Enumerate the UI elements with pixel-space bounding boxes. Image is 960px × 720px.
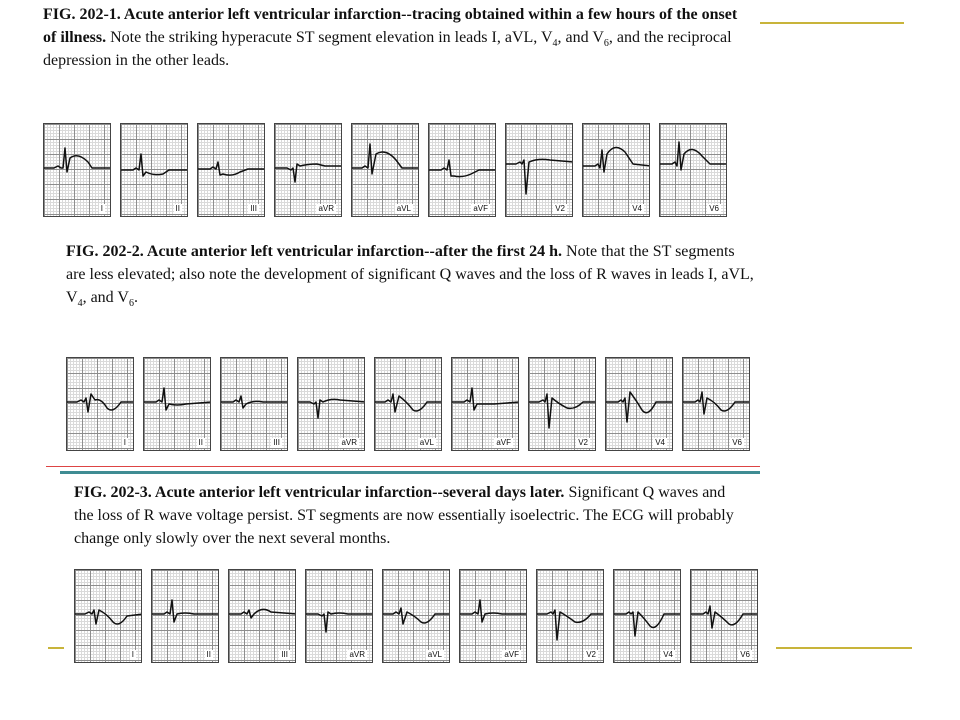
lead-label: I bbox=[123, 438, 126, 447]
figure-2-sub-b: 6 bbox=[128, 298, 134, 309]
ecg-panel-avr bbox=[305, 569, 373, 663]
ecg-waveform bbox=[152, 600, 219, 622]
ecg-waveform bbox=[583, 147, 650, 172]
figure-1-sub-b: 6 bbox=[603, 38, 609, 49]
figure-1-text-b: , and V bbox=[557, 29, 604, 46]
ecg-panel-v2 bbox=[505, 123, 573, 217]
ecg-waveform bbox=[298, 399, 365, 418]
ecg-panel-avf bbox=[459, 569, 527, 663]
figure-1-sub-a: 4 bbox=[552, 38, 558, 49]
ecg-waveform bbox=[429, 160, 496, 177]
ecg-strip-2 bbox=[66, 357, 759, 451]
figure-2-text-a: Note that the ST segments are less elevated; also note the development of significant Q waves and the loss of R waves in leads I, aVL, V bbox=[66, 243, 754, 306]
lead-label: V6 bbox=[709, 204, 719, 213]
lead-label: V2 bbox=[555, 204, 565, 213]
ecg-panel-v4 bbox=[605, 357, 673, 451]
ecg-panel-avr bbox=[297, 357, 365, 451]
lead-label: V6 bbox=[740, 650, 750, 659]
ecg-panel-v6 bbox=[690, 569, 758, 663]
figure-3-title: Acute anterior left ventricular infarction--several days later. bbox=[151, 484, 565, 501]
ecg-waveform bbox=[606, 392, 673, 422]
ecg-panel-iii bbox=[220, 357, 288, 451]
ecg-panel-avl bbox=[374, 357, 442, 451]
ecg-panel-i bbox=[66, 357, 134, 451]
ecg-panel-ii bbox=[151, 569, 219, 663]
lead-label: III bbox=[281, 650, 288, 659]
ecg-panel-avf bbox=[428, 123, 496, 217]
ecg-panel-i bbox=[43, 123, 111, 217]
ecg-waveform bbox=[529, 394, 596, 428]
ecg-panel-ii bbox=[120, 123, 188, 217]
decorative-line-top-right bbox=[760, 22, 904, 24]
lead-label: II bbox=[175, 204, 180, 213]
lead-label: V2 bbox=[586, 650, 596, 659]
ecg-panel-i bbox=[74, 569, 142, 663]
ecg-waveform bbox=[75, 610, 142, 624]
figure-1-text-c: , and the reciprocal depression in the other leads. bbox=[43, 29, 732, 69]
lead-label: aVL bbox=[427, 650, 442, 659]
figure-2-number: FIG. 202-2. bbox=[66, 243, 144, 260]
ecg-waveform bbox=[44, 148, 111, 172]
ecg-panel-v4 bbox=[613, 569, 681, 663]
ecg-panel-avl bbox=[382, 569, 450, 663]
ecg-waveform bbox=[452, 388, 519, 410]
lead-label: V2 bbox=[578, 438, 588, 447]
figure-2-text-c: . bbox=[133, 289, 138, 306]
lead-label: III bbox=[273, 438, 280, 447]
lead-label: aVR bbox=[341, 438, 357, 447]
ecg-strip-3 bbox=[74, 569, 767, 663]
ecg-panel-v6 bbox=[682, 357, 750, 451]
ecg-waveform bbox=[275, 164, 342, 182]
ecg-waveform bbox=[221, 396, 288, 408]
figure-2-title: Acute anterior left ventricular infarction--after the first 24 h. bbox=[143, 243, 563, 260]
ecg-panel-ii bbox=[143, 357, 211, 451]
ecg-panel-iii bbox=[228, 569, 296, 663]
ecg-panel-v2 bbox=[536, 569, 604, 663]
figure-3-number: FIG. 202-3. bbox=[74, 484, 152, 501]
ecg-waveform bbox=[198, 162, 265, 175]
lead-label: V4 bbox=[655, 438, 665, 447]
lead-label: V6 bbox=[732, 438, 742, 447]
figure-2-text-b: , and V bbox=[82, 289, 129, 306]
lead-label: aVF bbox=[473, 204, 488, 213]
ecg-panel-avl bbox=[351, 123, 419, 217]
lead-label: II bbox=[198, 438, 203, 447]
ecg-waveform bbox=[460, 600, 527, 622]
ecg-waveform bbox=[614, 612, 681, 636]
ecg-waveform bbox=[121, 154, 188, 176]
ecg-waveform bbox=[67, 394, 134, 412]
ecg-waveform bbox=[660, 142, 727, 170]
lead-label: aVL bbox=[396, 204, 411, 213]
ecg-waveform bbox=[352, 144, 419, 174]
ecg-waveform bbox=[375, 394, 442, 412]
ecg-waveform bbox=[144, 388, 211, 410]
ecg-panel-v2 bbox=[528, 357, 596, 451]
lead-label: V4 bbox=[632, 204, 642, 213]
ecg-waveform bbox=[537, 610, 604, 640]
lead-label: I bbox=[131, 650, 134, 659]
ecg-strip-1 bbox=[43, 123, 736, 217]
figure-3-text-a: Significant Q waves and the loss of R wave voltage persist. ST segments are now essentially isoelectric. The ECG will probably change only slowly over the next several months. bbox=[74, 484, 734, 547]
lead-label: aVF bbox=[504, 650, 519, 659]
ecg-panel-avr bbox=[274, 123, 342, 217]
lead-label: aVL bbox=[419, 438, 434, 447]
ecg-panel-iii bbox=[197, 123, 265, 217]
figure-3-caption bbox=[74, 481, 746, 550]
figure-1-title: Acute anterior left ventricular infarction--tracing obtained within a few hours of the onset of illness. bbox=[43, 6, 738, 46]
figure-1-caption bbox=[43, 3, 743, 72]
ecg-waveform bbox=[683, 392, 750, 414]
figure-1-number: FIG. 202-1. bbox=[43, 6, 121, 23]
decorative-line-bottom-right bbox=[776, 647, 912, 649]
figure-2-sub-a: 4 bbox=[77, 298, 83, 309]
separator-teal-line bbox=[60, 471, 760, 474]
ecg-waveform bbox=[506, 159, 573, 194]
ecg-panel-avf bbox=[451, 357, 519, 451]
ecg-waveform bbox=[306, 612, 373, 632]
ecg-waveform bbox=[691, 606, 758, 628]
ecg-panel-v4 bbox=[582, 123, 650, 217]
ecg-panel-v6 bbox=[659, 123, 727, 217]
ecg-waveform bbox=[229, 609, 296, 618]
lead-label: I bbox=[100, 204, 103, 213]
figure-1-text-a: Note the striking hyperacute ST segment elevation in leads I, aVL, V bbox=[106, 29, 553, 46]
separator-red-line bbox=[46, 466, 760, 467]
lead-label: aVR bbox=[349, 650, 365, 659]
lead-label: III bbox=[250, 204, 257, 213]
ecg-waveform bbox=[383, 608, 450, 624]
lead-label: V4 bbox=[663, 650, 673, 659]
decorative-line-bottom-left bbox=[48, 647, 64, 649]
figure-2-caption bbox=[66, 240, 756, 309]
lead-label: II bbox=[206, 650, 211, 659]
lead-label: aVF bbox=[496, 438, 511, 447]
lead-label: aVR bbox=[318, 204, 334, 213]
